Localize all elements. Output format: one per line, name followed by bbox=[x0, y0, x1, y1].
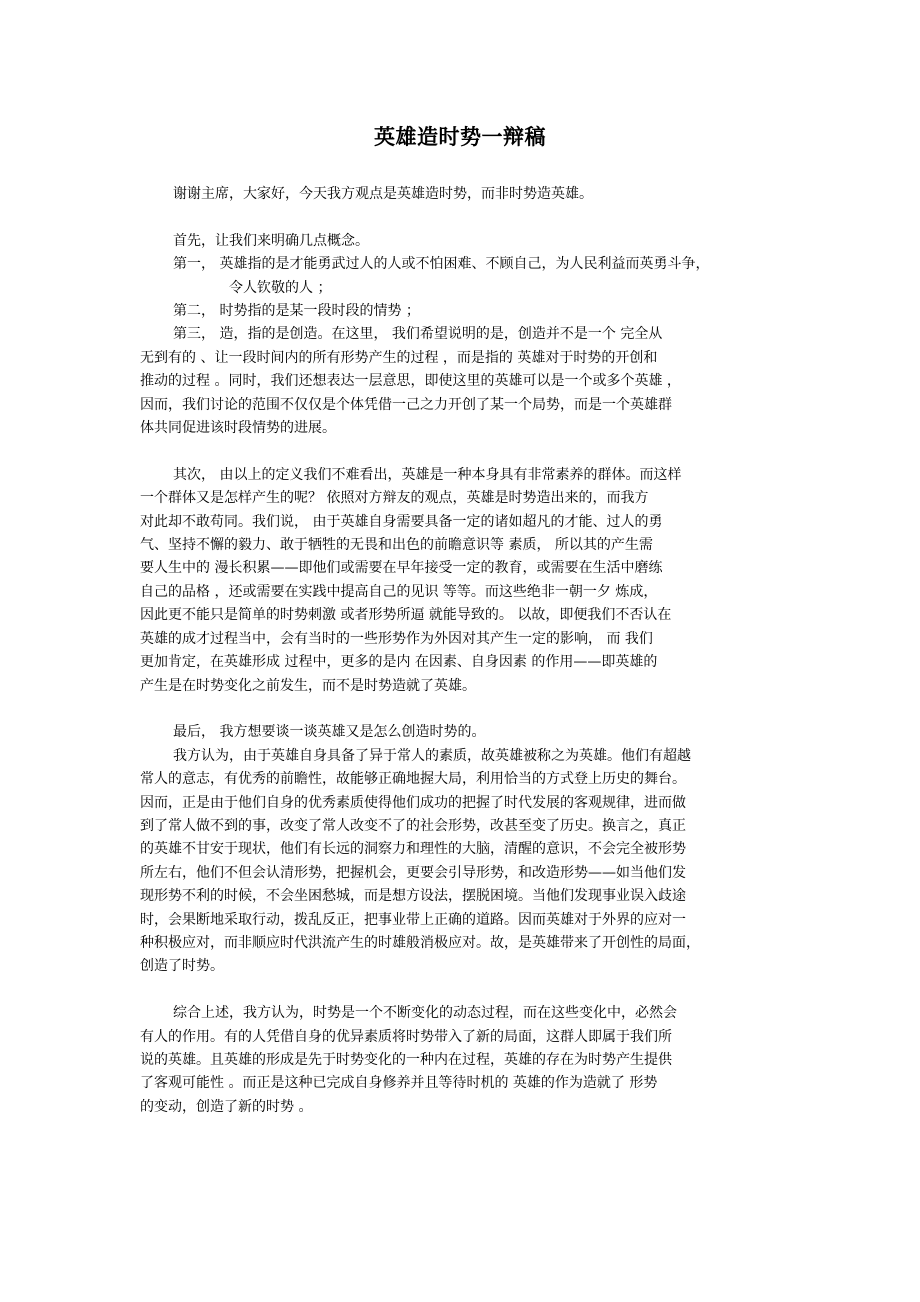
section-definitions bbox=[140, 230, 780, 441]
paragraph-gap bbox=[140, 979, 780, 1002]
definition-1-line-2: 令人钦敬的人 ； bbox=[229, 279, 332, 296]
finally-lead: 最后， 我方想要谈一谈英雄又是怎么创造时势的。 bbox=[173, 724, 486, 741]
definition-3-line: 推动的过程 。同时，我们还想表达一层意思，即使这里的英雄可以是一个或多个英雄 ， bbox=[140, 373, 681, 390]
secondly-line: 自己的品格 ，还或需要在实践中提高自己的见识 等等。而这些绝非一朝一夕 炼成， bbox=[140, 583, 658, 600]
paragraph-gap bbox=[140, 698, 780, 721]
secondly-line: 气、坚持不懈的毅力、敢于牺牲的无畏和出色的前瞻意识等 素质， 所以其的产生需 bbox=[140, 537, 653, 554]
definition-3-line: 无到有的 、让一段时间内的所有形势产生的过程 ，而是指的 英雄对于时势的开创和 bbox=[140, 349, 658, 366]
conclusion-line: 有人的作用。有的人凭借自身的优异素质将时势带入了新的局面，这群人即属于我们所 bbox=[140, 1028, 672, 1045]
finally-line: 时，会果断地采取行动，拨乱反正，把事业带上正确的道路。因而英雄对于外界的应对一 bbox=[140, 911, 686, 928]
finally-line: 的英雄不甘安于现状，他们有长远的洞察力和理性的大脑，清醒的意识，不会完全被形势 bbox=[140, 841, 686, 858]
definition-3-line: 第三， 造，指的是创造。在这里， 我们希望说明的是，创造并不是一个 完全从 bbox=[173, 326, 663, 343]
section-conclusion bbox=[140, 1002, 780, 1119]
finally-line: 我方认为，由于英雄自身具备了异于常人的素质，故英雄被称之为英雄。他们有超越 bbox=[173, 747, 691, 764]
conclusion-line: 说的英雄。且英雄的形成是先于时势变化的一种内在过程，英雄的存在为时势产生提供 bbox=[140, 1051, 672, 1068]
finally-line: 所左右，他们不但会认清形势，把握机会，更要会引导形势，和改造形势——如当他们发 bbox=[140, 864, 686, 881]
intro-paragraph: 谢谢主席，大家好，今天我方观点是英雄造时势，而非时势造英雄。 bbox=[173, 186, 593, 202]
conclusion-line: 的变动，创造了新的时势 。 bbox=[140, 1098, 313, 1115]
secondly-line: 因此更不能只是简单的时势刺激 或者形势所逼 就能导致的。 以故，即便我们不否认在 bbox=[140, 607, 672, 624]
secondly-line: 对此却不敢苟同。我们说， 由于英雄自身需要具备一定的诸如超凡的才能、过人的勇 bbox=[140, 513, 663, 530]
definitions-lead: 首先，让我们来明确几点概念。 bbox=[173, 232, 369, 249]
definition-3-line: 体共同促进该时段情势的进展。 bbox=[140, 420, 336, 437]
secondly-line: 一个群体又是怎样产生的呢？ 依照对方辩友的观点，英雄是时势造出来的，而我方 bbox=[140, 490, 649, 507]
paragraph-gap bbox=[140, 206, 780, 229]
paragraph-gap bbox=[140, 440, 780, 463]
secondly-line: 要人生中的 漫长积累——即他们或需要在早年接受一定的教育，或需要在生活中磨练 bbox=[140, 560, 663, 577]
conclusion-line: 了客观可能性 。而正是这种已完成自身修养并且等待时机的 英雄的作为造就了 形势 bbox=[140, 1075, 658, 1092]
section-secondly bbox=[140, 464, 780, 698]
finally-line: 常人的意志，有优秀的前瞻性，故能够正确地握大局，利用恰当的方式登上历史的舞台。 bbox=[140, 771, 686, 788]
finally-line: 现形势不利的时候，不会坐困愁城，而是想方设法，摆脱困境。当他们发现事业误入歧途 bbox=[140, 888, 686, 905]
finally-line: 种积极应对，而非顺应时代洪流产生的时雄般消极应对。故，是英雄带来了开创性的局面， bbox=[140, 934, 700, 951]
secondly-line: 英雄的成才过程当中，会有当时的一些形势作为外因对其产生一定的影响， 而 我们 bbox=[140, 630, 653, 647]
section-finally bbox=[140, 721, 780, 978]
definition-1-line-1: 第一， 英雄指的是才能勇武过人的人或不怕困难、不顾自己，为人民利益而英勇斗争， bbox=[173, 256, 710, 273]
finally-line: 到了常人做不到的事，改变了常人改变不了的社会形势，改甚至变了历史。换言之，真正 bbox=[140, 817, 686, 834]
document-body bbox=[140, 183, 780, 1119]
secondly-line: 产生是在时势变化之前发生，而不是时势造就了英雄。 bbox=[140, 677, 476, 694]
document-title: 英雄造时势一辩稿 bbox=[374, 124, 546, 149]
secondly-line: 更加肯定，在英雄形成 过程中，更多的是内 在因素、自身因素 的作用——即英雄的 bbox=[140, 654, 658, 671]
finally-line: 创造了时势。 bbox=[140, 958, 224, 975]
definition-3-line: 因而，我们讨论的范围不仅仅是个体凭借一己之力开创了某一个局势，而是一个英雄群 bbox=[140, 396, 672, 413]
secondly-line: 其次， 由以上的定义我们不难看出，英雄是一种本身具有非常素养的群体。而这样 bbox=[173, 466, 682, 483]
finally-line: 因而，正是由于他们自身的优秀素质使得他们成功的把握了时代发展的客观规律，进而做 bbox=[140, 794, 686, 811]
definition-2: 第二， 时势指的是某一段时段的情势 ； bbox=[173, 303, 420, 320]
conclusion-line: 综合上述，我方认为，时势是一个不断变化的动态过程，而在这些变化中，必然会 bbox=[173, 1005, 677, 1022]
